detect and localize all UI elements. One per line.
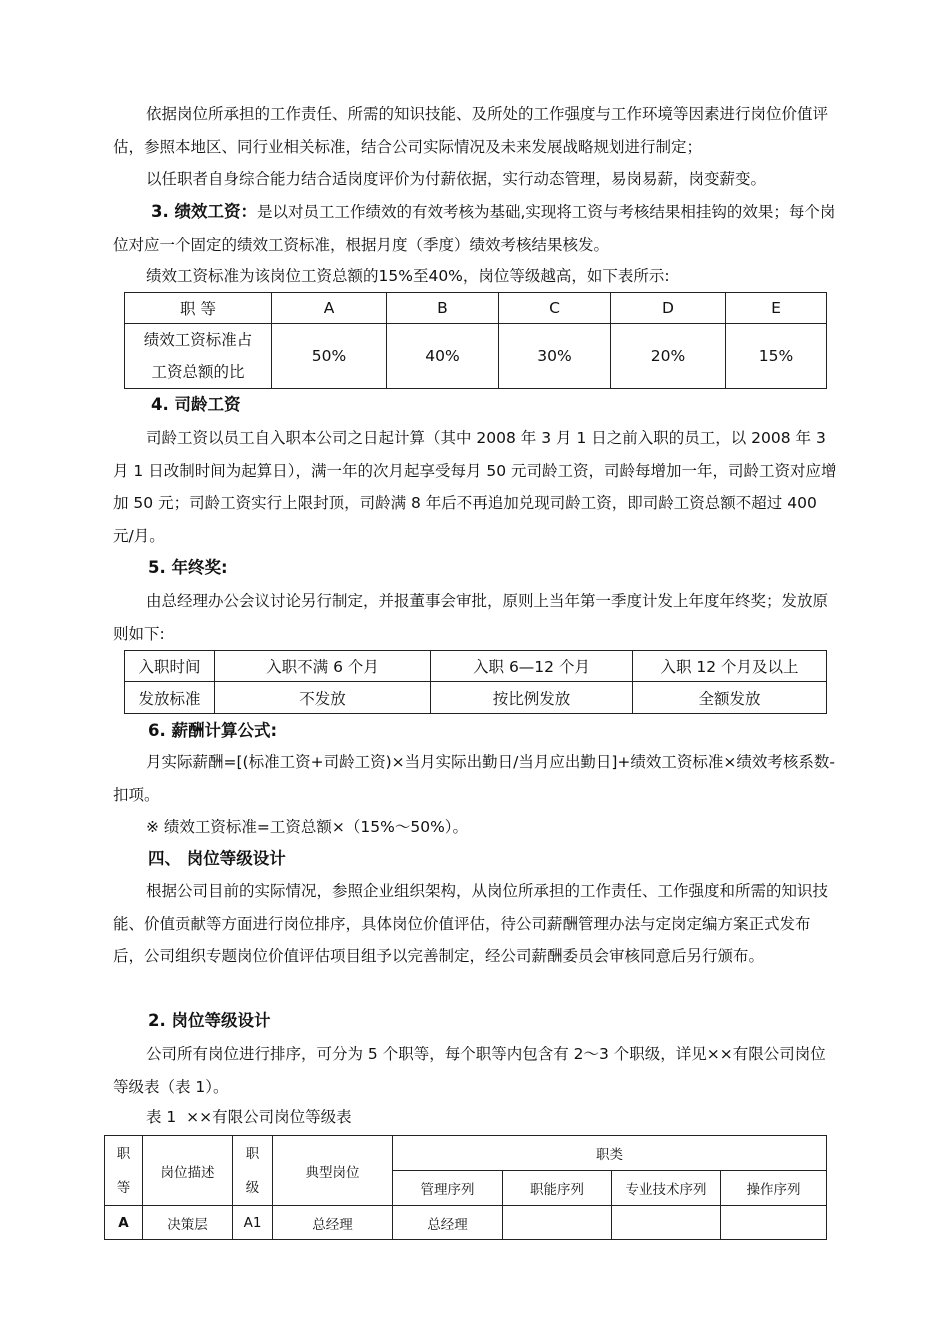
table-cell: 20% [611, 324, 726, 389]
formula-note: ※ 绩效工资标准=工资总额×（15%～50%）。 [146, 818, 469, 836]
table-header-row [105, 1136, 827, 1171]
table-cell: 全额发放 [633, 682, 827, 714]
sub-col-header: 职能序列 [503, 1171, 612, 1206]
section-text-year-end-bonus: 由总经理办公会议讨论另行制定，并报董事会审批，原则上当年第一季度计发上年度年终奖；发放原则如下: [113, 592, 829, 643]
table-cell [503, 1206, 612, 1240]
section-heading-grade-design: 2. 岗位等级设计 [148, 1011, 271, 1030]
table-cell: 总经理 [273, 1206, 393, 1240]
table-cell: 入职 12 个月及以上 [633, 651, 827, 682]
table-cell: 决策层 [143, 1206, 233, 1240]
table-row [105, 1206, 827, 1240]
part-text-job-grade: 根据公司目前的实际情况，参照企业组织架构，从岗位所承担的工作责任、工作强度和所需的知识技能、价值贡献等方面进行岗位排序，具体岗位价值评估，待公司薪酬管理办法与定岗定编方案正式发布后，公司组织专题岗位价值评估项目组予以完善制定，经公司薪酬委员会审核同意后另行颁布。 [113, 882, 829, 965]
table-cell: 50% [272, 324, 387, 389]
table-cell: 入职不满 6 个月 [215, 651, 431, 682]
table-cell: A1 [233, 1206, 273, 1240]
col-typical-header: 典型岗位 [273, 1136, 393, 1206]
table-header-row [125, 293, 827, 324]
sub-col-header: 操作序列 [721, 1171, 827, 1206]
performance-ratio-table [124, 292, 827, 389]
table-cell: 入职 6—12 个月 [431, 651, 633, 682]
section-text-grade-design: 公司所有岗位进行排序，可分为 5 个职等，每个职等内包含有 2～3 个职级，详见××有限公司岗位等级表（表 1）。 [113, 1045, 826, 1096]
table-row [125, 651, 827, 682]
sub-col-header: 专业技术序列 [612, 1171, 721, 1206]
section-heading-year-end-bonus: 5. 年终奖: [148, 558, 228, 577]
table-cell: 按比例发放 [431, 682, 633, 714]
table-cell: 发放标准 [125, 682, 215, 714]
section-heading: 3. 绩效工资： [151, 202, 257, 221]
col-desc-header: 岗位描述 [143, 1136, 233, 1206]
table-header-cell: C [499, 293, 611, 324]
intro-paragraph-1: 依据岗位所承担的工作责任、所需的知识技能、及所处的工作强度与工作环境等因素进行岗位价值评估，参照本地区、同行业相关标准，结合公司实际情况及未来发展战略规划进行制定； [113, 105, 829, 156]
col-grade-header: 职 等 [105, 1136, 143, 1206]
table-header-cell: E [726, 293, 827, 324]
table-cell: 入职时间 [125, 651, 215, 682]
table-cell [612, 1206, 721, 1240]
table-row [125, 682, 827, 714]
table-header-cell: 职 等 [125, 293, 272, 324]
sub-col-header: 管理序列 [393, 1171, 503, 1206]
section-heading-seniority: 4. 司龄工资 [151, 395, 241, 414]
intro-paragraph-2: 以任职者自身综合能力结合适岗度评价为付薪依据，实行动态管理，易岗易薪，岗变薪变。 [146, 170, 767, 188]
col-level-header: 职 级 [233, 1136, 273, 1206]
section-performance-pay [113, 196, 839, 261]
col-category-header: 职类 [393, 1136, 827, 1171]
table-header-cell: A [272, 293, 387, 324]
table-cell: 15% [726, 324, 827, 389]
table-cell [721, 1206, 827, 1240]
table-cell: 不发放 [215, 682, 431, 714]
table-cell: 总经理 [393, 1206, 503, 1240]
bonus-rule-table [124, 650, 827, 714]
performance-table-intro: 绩效工资标准为该岗位工资总额的15%至40%，岗位等级越高，如下表所示: [146, 267, 670, 285]
part-heading-job-grade: 四、 岗位等级设计 [148, 849, 286, 868]
table-cell: 40% [387, 324, 499, 389]
table-cell: A [105, 1206, 143, 1240]
section-heading-formula: 6. 薪酬计算公式: [148, 721, 278, 740]
table-caption: 表 1 ××有限公司岗位等级表 [146, 1108, 352, 1126]
row-label-cell: 绩效工资标准占 工资总额的比 [125, 324, 272, 389]
table-cell: 30% [499, 324, 611, 389]
table-header-cell: D [611, 293, 726, 324]
section-text-seniority: 司龄工资以员工自入职本公司之日起计算（其中 2008 年 3 月 1 日之前入职的员工，以 2008 年 3 月 1 日改制时间为起算日），满一年的次月起享受每月 50 元司龄工资，司龄每增加一年，司龄工资对应增加 50 元；司龄工资实行上限封顶，司龄满 8 年后不再追加兑现司龄工资，即司龄工资总额不超过 400 元/月。 [113, 429, 837, 545]
section-text: 是以对员工工作绩效的有效考核为基础,实现将工资与考核结果相挂钩的效果；每个岗位对应一个固定的绩效工资标准，根据月度（季度）绩效考核结果核发。 [113, 203, 836, 254]
table-header-cell: B [387, 293, 499, 324]
job-grade-table [104, 1135, 827, 1240]
table-row [125, 324, 827, 389]
formula-text: 月实际薪酬=[(标准工资+司龄工资)×当月实际出勤日/当月应出勤日]+绩效工资标准×绩效考核系数-扣项。 [113, 753, 835, 804]
